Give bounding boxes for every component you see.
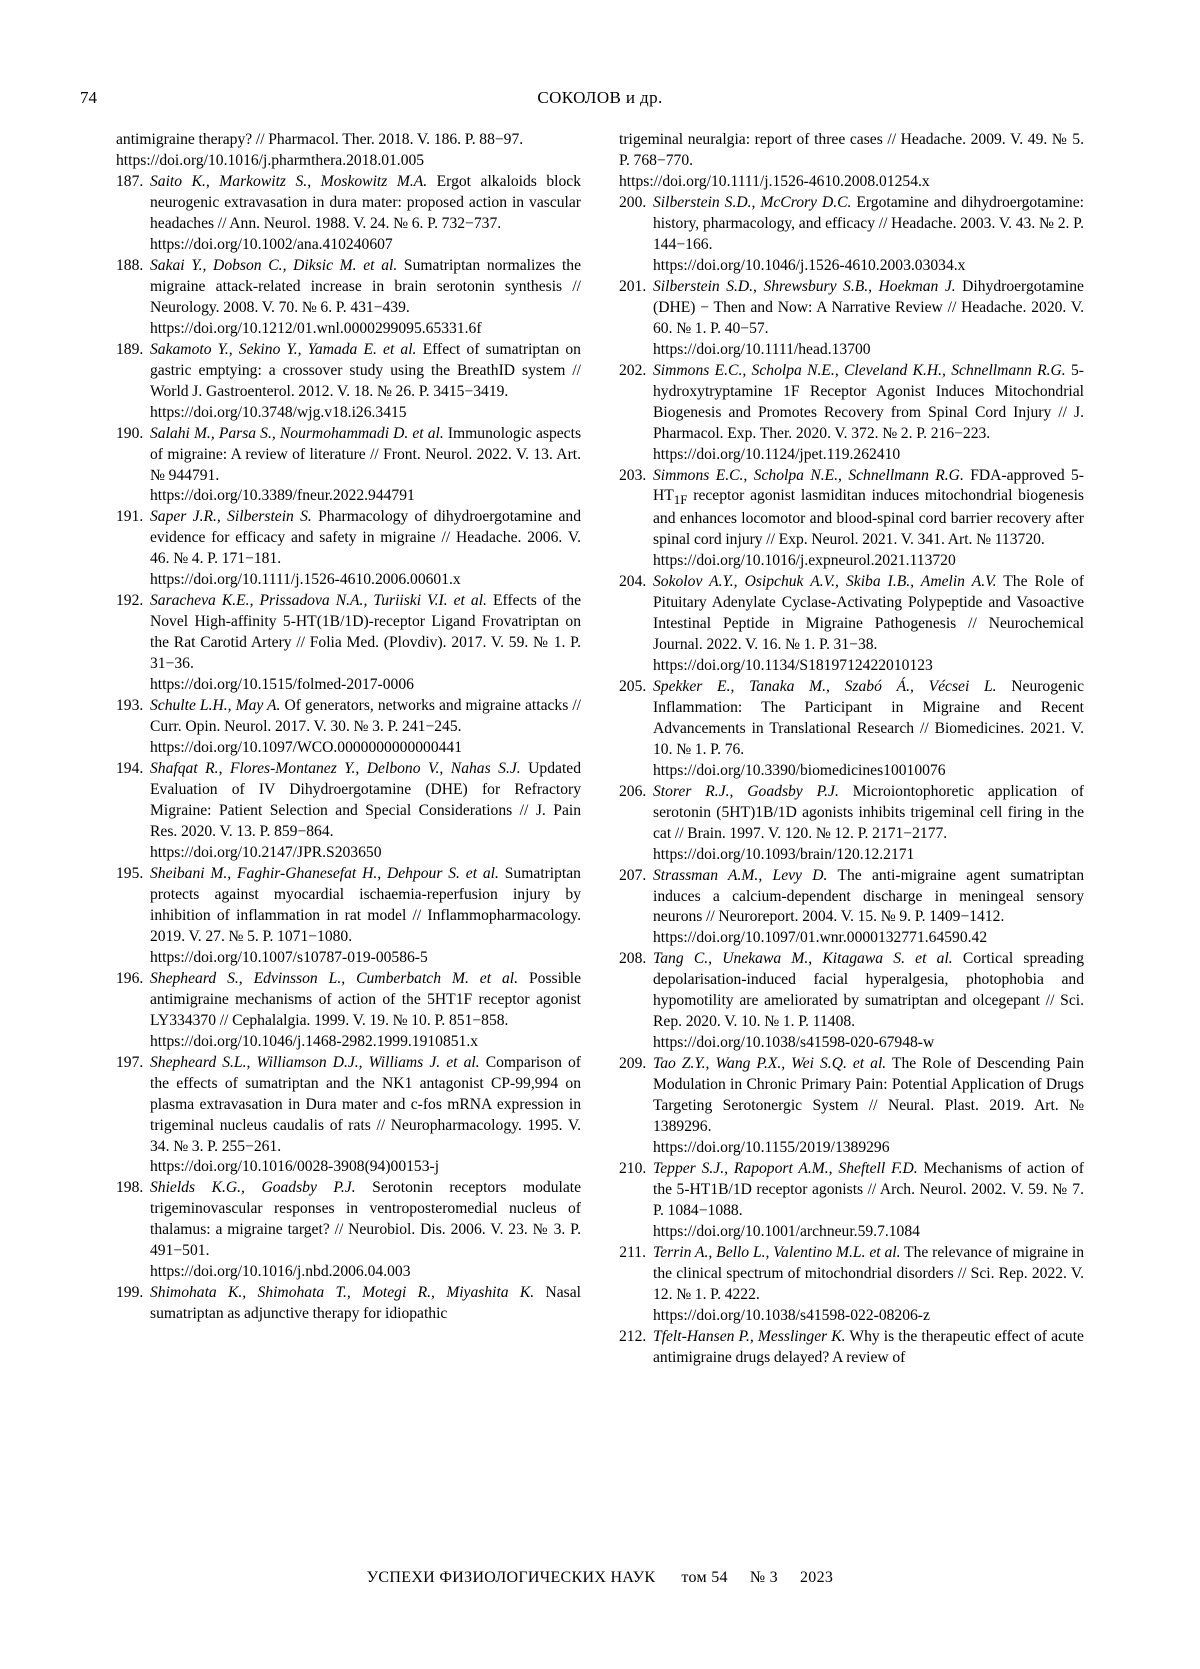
reference-entry — [619, 277, 1084, 361]
reference-entry — [116, 172, 581, 256]
reference-authors: Shafqat R., Flores-Montanez Y., Delbono V., Nahas S.J. — [150, 760, 521, 778]
reference-text — [150, 696, 581, 759]
reference-authors: Shimohata K., Shimohata T., Motegi R., Miyashita K. — [150, 1284, 535, 1302]
reference-text — [150, 172, 581, 256]
running-title: СОКОЛОВ и др. — [537, 88, 663, 107]
reference-number: 207. — [619, 866, 647, 884]
reference-authors: Tao Z.Y., Wang P.X., Wei S.Q. et al. — [653, 1055, 887, 1073]
reference-entry — [619, 1327, 1084, 1369]
reference-authors: Salahi M., Parsa S., Nourmohammadi D. et al. — [150, 424, 444, 442]
reference-title: Neurogenic Inflammation: The Participant in Migraine and Recent Advancements in Translational Research // Biomedicines. 2021. V. 10. № 1. P. 76. — [653, 677, 1085, 758]
reference-title: Comparison of the effects of sumatriptan and the NK1 antagonist CP-99,994 on plasma extravasation in Dura mater and c-fos mRNA expression in trigeminal nucleus caudalis of rats // Neuropharmacology. 1995. V. 34. № 3. P. 255−261. — [150, 1053, 581, 1155]
reference-doi[interactable]: https://doi.org/10.1212/01.wnl.0000299095.65331.6f — [150, 319, 482, 337]
reference-title: FDA-approved $5-HT_{1F}$ receptor agonist lasmiditan induces mitochondrial biogenesis and enhances locomotor and blood-spinal cord barrier recovery after spinal cord injury // Exp. Neurol. 2021. V. 341. Art. № 113720. — [653, 466, 1085, 549]
reference-entry — [116, 591, 581, 696]
reference-title: The relevance of migraine in the clinical spectrum of mitochondrial disorders // Sci. Rep. 2022. V. 12. № 1. P. 4222. — [653, 1243, 1084, 1303]
reference-title: Ergotamine and dihydroergotamine: history, pharmacology, and efficacy // Headache. 2003. V. 43. № 2. P. 144−166. — [653, 193, 1084, 253]
reference-text — [150, 969, 581, 1053]
reference-doi[interactable]: https://doi.org/10.1007/s10787-019-00586-5 — [150, 948, 428, 966]
reference-authors: Tepper S.J., Rapoport A.M., Sheftell F.D. — [653, 1160, 918, 1178]
reference-authors: Simmons E.C., Scholpa N.E., Cleveland K.H., Schnellmann R.G. — [653, 361, 1066, 379]
reference-authors: Schulte L.H., May A. — [150, 697, 281, 715]
reference-text — [653, 1159, 1084, 1243]
reference-entry — [116, 969, 581, 1053]
reference-doi[interactable]: https://doi.org/10.1016/j.expneurol.2021.113720 — [653, 552, 956, 569]
reference-number: 205. — [619, 677, 647, 695]
reference-doi[interactable]: https://doi.org/10.1046/j.1468-2982.1999.1910851.x — [150, 1032, 479, 1050]
reference-authors: Terrin A., Bello L., Valentino M.L. et al. — [653, 1243, 901, 1261]
footer-issue: № 3 — [749, 1569, 778, 1586]
reference-entry — [116, 256, 581, 340]
reference-number: 201. — [619, 277, 647, 295]
left-column — [116, 130, 581, 1430]
reference-authors: Sokolov A.Y., Osipchuk A.V., Skiba I.B., Amelin A.V. — [653, 572, 997, 590]
reference-text — [150, 591, 581, 696]
reference-doi[interactable]: https://doi.org/10.1038/s41598-022-08206-z — [653, 1306, 930, 1324]
reference-doi[interactable]: https://doi.org/10.3748/wjg.v18.i26.3415 — [150, 403, 407, 421]
reference-text — [150, 256, 581, 340]
reference-entry — [619, 677, 1084, 782]
reference-entry — [619, 193, 1084, 277]
reference-entry — [116, 1178, 581, 1283]
reference-title: Pharmacology of dihydroergotamine and evidence for efficacy and safety in migraine // Headache. 2006. V. 46. № 4. P. 171−181. — [150, 508, 581, 568]
reference-entry — [619, 572, 1084, 677]
reference-entry — [619, 1159, 1084, 1243]
footer-journal-name: УСПЕХИ ФИЗИОЛОГИЧЕСКИХ НАУК — [366, 1569, 656, 1586]
right-column — [619, 130, 1084, 1430]
reference-title: Of generators, networks and migraine attacks // Curr. Opin. Neurol. 2017. V. 30. № 3. P. 241−245. — [150, 697, 581, 736]
reference-number: 197. — [116, 1053, 144, 1071]
reference-doi[interactable]: https://doi.org/10.1016/j.nbd.2006.04.003 — [150, 1263, 411, 1281]
reference-doi[interactable]: https://doi.org/10.1046/j.1526-4610.2003.03034.x — [653, 256, 966, 274]
reference-title: Ergot alkaloids block neurogenic extravasation in dura mater: proposed action in vascular headaches // Ann. Neurol. 1988. V. 24. № 6. P. 732−737. — [150, 172, 581, 232]
reference-doi[interactable]: https://doi.org/10.1155/2019/1389296 — [653, 1139, 890, 1157]
reference-number: 192. — [116, 592, 144, 610]
reference-authors: Silberstein S.D., McCrory D.C. — [653, 193, 852, 211]
reference-text — [150, 759, 581, 864]
reference-number: 200. — [619, 193, 647, 211]
reference-text — [653, 866, 1084, 950]
reference-doi[interactable]: https://doi.org/10.1002/ana.410240607 — [150, 235, 393, 253]
reference-title: The Role of Descending Pain Modulation in Chronic Primary Pain: Potential Application of Drugs Targeting Serotonergic System // Neural. Plast. 2019. Art. № 1389296. — [653, 1055, 1085, 1136]
reference-entry — [116, 1283, 581, 1325]
reference-number: 199. — [116, 1284, 144, 1302]
reference-doi[interactable]: https://doi.org/10.3389/fneur.2022.944791 — [150, 487, 415, 505]
reference-entry — [116, 424, 581, 508]
reference-authors: Strassman A.M., Levy D. — [653, 866, 828, 884]
reference-text — [653, 466, 1084, 572]
reference-text — [653, 1054, 1084, 1159]
reference-number: 189. — [116, 340, 144, 358]
reference-entry — [619, 949, 1084, 1054]
reference-doi[interactable]: https://doi.org/10.1111/j.1526-4610.2006.00601.x — [150, 571, 461, 589]
footer-volume: том 54 — [681, 1569, 728, 1586]
reference-text — [150, 864, 581, 969]
reference-columns — [116, 130, 1084, 1430]
reference-authors: Silberstein S.D., Shrewsbury S.B., Hoekman J. — [653, 277, 956, 295]
reference-title: Microiontophoretic application of serotonin (5HT)1B/1D agonists inhibits trigeminal cell firing in the cat // Brain. 1997. V. 120. № 12. P. 2171−2177. — [653, 782, 1084, 842]
reference-entry — [116, 864, 581, 969]
reference-title: Cortical spreading depolarisation-induced facial hyperalgesia, photophobia and hypomotility are ameliorated by sumatriptan and olcegepant // Sci. Rep. 2020. V. 10. № 1. P. 11408. — [653, 950, 1084, 1031]
continuation-text: trigeminal neuralgia: report of three cases // Headache. 2009. V. 49. № 5. P. 768−770. — [619, 131, 1084, 169]
page-header — [80, 88, 1120, 110]
reference-number: 191. — [116, 508, 144, 526]
reference-doi[interactable]: https://doi.org/10.2147/JPR.S203650 — [150, 843, 382, 861]
reference-number: 212. — [619, 1327, 647, 1345]
reference-entry — [116, 696, 581, 759]
reference-authors: Shepheard S.L., Williamson D.J., Williams J. et al. — [150, 1053, 480, 1071]
reference-title: Serotonin receptors modulate trigeminovascular responses in ventroposteromedial nucleus of thalamus: a migraine target? // Neurobiol. Dis. 2006. V. 23. № 3. P. 491−501. — [150, 1179, 582, 1260]
reference-title: Sumatriptan normalizes the migraine attack-related increase in brain serotonin synthesis // Neurology. 2008. V. 70. № 6. P. 431−439. — [150, 256, 581, 316]
reference-doi[interactable]: https://doi.org/10.1093/brain/120.12.2171 — [653, 845, 915, 863]
reference-title: Immunologic aspects of migraine: A review of literature // Front. Neurol. 2022. V. 13. Art. № 944791. — [150, 424, 582, 484]
reference-number: 202. — [619, 361, 647, 379]
reference-entry — [116, 340, 581, 424]
reference-number: 211. — [619, 1243, 646, 1261]
reference-authors: Tfelt-Hansen P., Messlinger K. — [653, 1327, 846, 1345]
reference-continuation — [116, 130, 581, 172]
reference-doi[interactable]: https://doi.org/10.1097/WCO.0000000000000441 — [150, 739, 463, 757]
right-reference-list — [619, 193, 1084, 1369]
reference-authors: Saracheva K.E., Prissadova N.A., Turiiski V.I. et al. — [150, 592, 487, 610]
reference-number: 187. — [116, 172, 144, 190]
reference-authors: Sakamoto Y., Sekino Y., Yamada E. et al. — [150, 340, 417, 358]
reference-entry — [116, 507, 581, 591]
reference-text — [653, 193, 1084, 277]
reference-doi[interactable]: https://doi.org/10.1515/folmed-2017-0006 — [150, 676, 414, 694]
reference-continuation — [619, 130, 1084, 193]
reference-authors: Saito K., Markowitz S., Moskowitz M.A. — [150, 172, 428, 190]
reference-title: 5-hydroxytryptamine 1F Receptor Agonist Induces Mitochondrial Biogenesis and Promotes Recovery from Spinal Cord Injury // J. Pharmacol. Exp. Ther. 2020. V. 372. № 2. P. 216−223. — [653, 361, 1084, 442]
reference-doi[interactable]: https://doi.org/10.1111/head.13700 — [653, 340, 871, 358]
page-footer — [116, 1569, 1084, 1587]
reference-number: 190. — [116, 424, 144, 442]
reference-entry — [619, 1243, 1084, 1327]
reference-authors: Tang C., Unekawa M., Kitagawa S. et al. — [653, 950, 953, 968]
continuation-doi: https://doi.org/10.1111/j.1526-4610.2008.01254.x — [619, 172, 930, 190]
footer-year: 2023 — [799, 1569, 834, 1586]
reference-text — [150, 424, 581, 508]
reference-text — [150, 1053, 581, 1179]
reference-text — [653, 782, 1084, 866]
reference-text — [653, 677, 1084, 782]
reference-number: 209. — [619, 1055, 647, 1073]
reference-doi[interactable]: https://doi.org/10.1001/archneur.59.7.1084 — [653, 1223, 920, 1240]
reference-text — [150, 1283, 581, 1325]
reference-title: Effect of sumatriptan on gastric emptying: a crossover study using the BreathID system // World J. Gastroenterol. 2012. V. 18. № 26. P. 3415−3419. — [150, 340, 581, 400]
reference-doi[interactable]: https://doi.org/10.1124/jpet.119.262410 — [653, 445, 901, 463]
reference-entry — [619, 782, 1084, 866]
continuation-doi: https://doi.org/10.1016/j.pharmthera.2018.01.005 — [116, 151, 425, 169]
reference-entry — [619, 466, 1084, 572]
reference-title: Effects of the Novel High-affinity 5-HT(1B/1D)-receptor Ligand Frovatriptan on the Rat Carotid Artery // Folia Med. (Plovdiv). 2017. V. 59. № 1. P. 31−36. — [150, 592, 581, 673]
reference-authors: Sakai Y., Dobson C., Diksic M. et al. — [150, 256, 398, 274]
reference-title: Why is the therapeutic effect of acute antimigraine drugs delayed? A review of — [653, 1327, 1084, 1366]
reference-title: The Role of Pituitary Adenylate Cyclase-Activating Polypeptide and Vasoactive Intestinal Peptide in Migraine Pathogenesis // Neurochemical Journal. 2022. V. 16. № 1. P. 31−38. — [653, 572, 1085, 653]
reference-authors: Storer R.J., Goadsby P.J. — [653, 782, 839, 800]
reference-number: 194. — [116, 760, 144, 778]
reference-number: 210. — [619, 1160, 647, 1178]
reference-authors: Saper J.R., Silberstein S. — [150, 508, 312, 526]
reference-title: The anti-migraine agent sumatriptan induces a calcium-dependent discharge in meningeal sensory neurons // Neuroreport. 2004. V. 15. № 9. P. 1409−1412. — [653, 866, 1084, 926]
reference-title: Updated Evaluation of IV Dihydroergotamine (DHE) for Refractory Migraine: Patient Selection and Special Considerations // J. Pain Res. 2020. V. 13. P. 859−864. — [150, 760, 581, 840]
reference-text — [653, 949, 1084, 1054]
reference-title: Possible antimigraine mechanisms of action of the 5HT1F receptor agonist LY334370 // Cephalalgia. 1999. V. 19. № 10. P. 851−858. — [150, 969, 581, 1029]
reference-number: 193. — [116, 697, 144, 715]
reference-number: 196. — [116, 969, 144, 987]
reference-authors: Simmons E.C., Scholpa N.E., Schnellmann R.G. — [653, 466, 964, 484]
reference-authors: Spekker E., Tanaka M., Szabó Á., Vécsei L. — [653, 677, 997, 695]
reference-number: 198. — [116, 1179, 144, 1197]
reference-doi[interactable]: https://doi.org/10.1097/01.wnr.0000132771.64590.42 — [653, 929, 988, 947]
reference-authors: Shields K.G., Goadsby P.J. — [150, 1179, 356, 1197]
reference-number: 206. — [619, 782, 647, 800]
reference-text — [653, 361, 1084, 466]
reference-number: 203. — [619, 466, 647, 484]
reference-text — [150, 1178, 581, 1283]
reference-number: 204. — [619, 572, 647, 590]
reference-number: 195. — [116, 864, 144, 882]
left-reference-list — [116, 172, 581, 1325]
reference-title: Nasal sumatriptan as adjunctive therapy for idiopathic — [150, 1284, 581, 1323]
reference-entry — [116, 1053, 581, 1179]
reference-number: 188. — [116, 256, 144, 274]
reference-text — [150, 340, 581, 424]
reference-text — [653, 1327, 1084, 1369]
folio-page-number: 74 — [80, 88, 97, 107]
reference-title: Sumatriptan protects against myocardial ischaemia-reperfusion injury by inhibition of inflammation in rat model // Inflammopharmacology. 2019. V. 27. № 5. P. 1071−1080. — [150, 864, 581, 945]
reference-number: 208. — [619, 950, 647, 968]
reference-doi[interactable]: https://doi.org/10.3390/biomedicines10010076 — [653, 761, 946, 779]
reference-doi[interactable]: https://doi.org/10.1038/s41598-020-67948-w — [653, 1034, 935, 1052]
reference-text — [150, 507, 581, 591]
reference-authors: Sheibani M., Faghir-Ghanesefat H., Dehpour S. et al. — [150, 864, 499, 882]
reference-entry — [619, 361, 1084, 466]
reference-entry — [619, 1054, 1084, 1159]
reference-authors: Shepheard S., Edvinsson L., Cumberbatch M. et al. — [150, 969, 519, 987]
reference-text — [653, 572, 1084, 677]
reference-doi[interactable]: https://doi.org/10.1134/S1819712422010123 — [653, 656, 933, 674]
reference-entry — [116, 759, 581, 864]
reference-text — [653, 277, 1084, 361]
reference-title: Mechanisms of action of the 5-HT1B/1D receptor agonists // Arch. Neurol. 2002. V. 59. № 7. P. 1084−1088. — [653, 1160, 1084, 1220]
reference-text — [653, 1243, 1084, 1327]
reference-doi[interactable]: https://doi.org/10.1016/0028-3908(94)00153-j — [150, 1158, 440, 1176]
continuation-text: antimigraine therapy? // Pharmacol. Ther. 2018. V. 186. P. 88−97. — [116, 131, 524, 148]
reference-title: Dihydroergotamine (DHE) − Then and Now: A Narrative Review // Headache. 2020. V. 60. № 1. P. 40−57. — [653, 277, 1084, 337]
reference-entry — [619, 866, 1084, 950]
